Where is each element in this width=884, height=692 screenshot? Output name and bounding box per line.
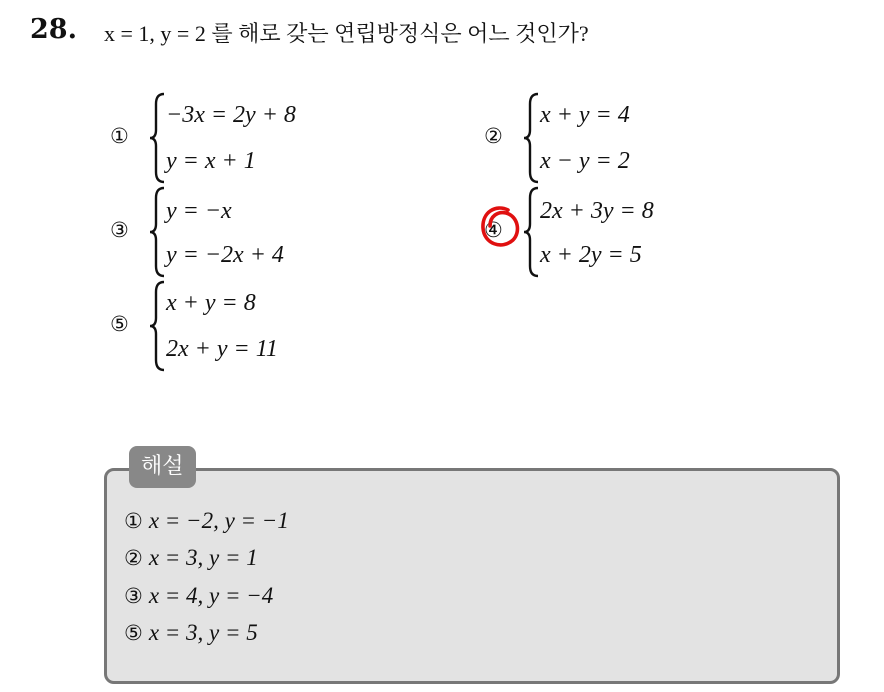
- explanation-box: [104, 468, 840, 684]
- explanation-line-4-text: x = 3, y = 5: [148, 620, 258, 645]
- choice-3-eq1: y = −x: [166, 198, 232, 224]
- explanation-line-2-mark: ②: [124, 546, 143, 570]
- brace-icon: [148, 92, 166, 184]
- brace-icon: [522, 186, 540, 278]
- explanation-line-1: [124, 508, 289, 534]
- explanation-line-3-text: x = 4, y = −4: [148, 583, 274, 608]
- explanation-line-1-text: x = −2, y = −1: [148, 508, 289, 533]
- explanation-line-2-text: x = 3, y = 1: [148, 545, 258, 570]
- choice-1-eq1: −3x = 2y + 8: [166, 102, 296, 128]
- choice-4-eq1: 2x + 3y = 8: [540, 198, 654, 224]
- choice-1-mark: ①: [110, 124, 129, 148]
- explanation-line-2: [124, 545, 258, 571]
- choice-4-eq2: x + 2y = 5: [540, 242, 642, 268]
- choice-4-mark: ④: [484, 218, 503, 242]
- choice-1[interactable]: [110, 92, 430, 186]
- choice-5-eq2: 2x + y = 11: [166, 336, 278, 362]
- choice-2-eq1: x + y = 4: [540, 102, 630, 128]
- explanation-line-4-mark: ⑤: [124, 621, 143, 645]
- explanation-line-3: [124, 583, 273, 609]
- choice-3-mark: ③: [110, 218, 129, 242]
- choice-5-eq1: x + y = 8: [166, 290, 256, 316]
- choice-3[interactable]: [110, 186, 430, 280]
- answer-circle-icon: [478, 204, 522, 254]
- explanation-line-1-mark: ①: [124, 509, 143, 533]
- brace-icon: [148, 280, 166, 372]
- explanation-line-4: [124, 620, 258, 646]
- choice-2-mark: ②: [484, 124, 503, 148]
- choice-5[interactable]: [110, 280, 430, 374]
- explanation-title: 해설: [129, 446, 196, 488]
- choice-2[interactable]: [484, 92, 804, 186]
- choice-5-mark: ⑤: [110, 312, 129, 336]
- question-number: 28.: [30, 14, 77, 45]
- question-text: x = 1, y = 2 를 해로 갖는 연립방정식은 어느 것인가?: [104, 21, 589, 46]
- choice-2-eq2: x − y = 2: [540, 148, 630, 174]
- choice-4[interactable]: [484, 186, 804, 280]
- choice-1-eq2: y = x + 1: [166, 148, 256, 174]
- explanation-line-3-mark: ③: [124, 584, 143, 608]
- choice-3-eq2: y = −2x + 4: [166, 242, 284, 268]
- brace-icon: [522, 92, 540, 184]
- brace-icon: [148, 186, 166, 278]
